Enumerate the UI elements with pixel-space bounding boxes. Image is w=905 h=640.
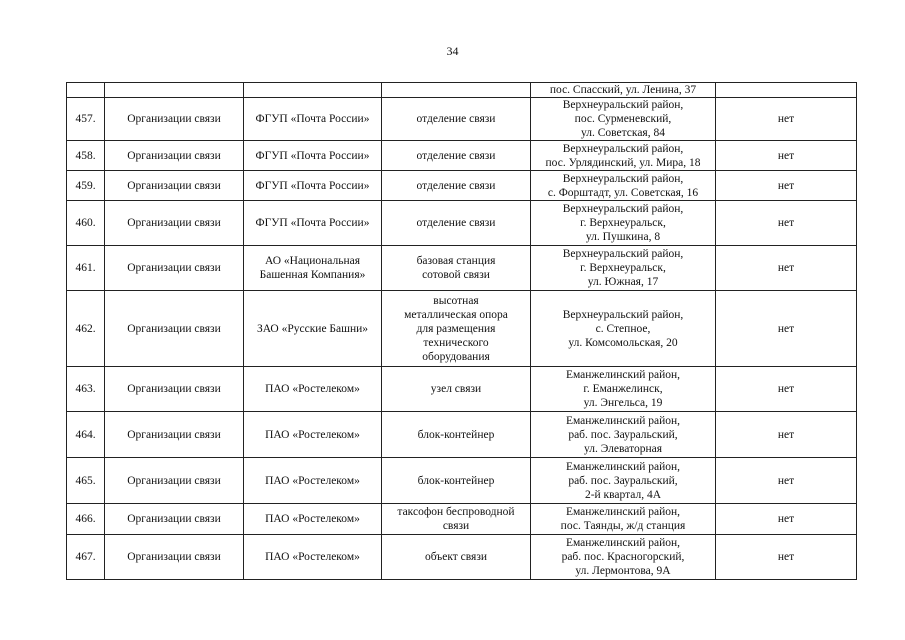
organization-cell: ФГУП «Почта России» bbox=[244, 171, 382, 201]
organization-cell: ФГУП «Почта России» bbox=[244, 201, 382, 246]
num-cell: 465. bbox=[67, 458, 105, 504]
address-cell: Верхнеуральский район, пос. Урлядинский, ул. Мира, 18 bbox=[531, 141, 716, 171]
table-row bbox=[67, 535, 857, 580]
organization-cell: ПАО «Ростелеком» bbox=[244, 458, 382, 504]
category-cell bbox=[105, 83, 244, 98]
address-cell: пос. Спасский, ул. Ленина, 37 bbox=[531, 83, 716, 98]
num-cell: 464. bbox=[67, 412, 105, 458]
page-number: 34 bbox=[446, 44, 459, 58]
address-cell: Верхнеуральский район, с. Степное, ул. Комсомольская, 20 bbox=[531, 291, 716, 367]
table-row bbox=[67, 201, 857, 246]
flag-cell: нет bbox=[716, 535, 857, 580]
flag-cell bbox=[716, 83, 857, 98]
organization-cell: АО «Национальная Башенная Компания» bbox=[244, 246, 382, 291]
num-cell: 461. bbox=[67, 246, 105, 291]
num-cell: 466. bbox=[67, 504, 105, 535]
organization-cell: ФГУП «Почта России» bbox=[244, 98, 382, 141]
registry-table bbox=[66, 82, 857, 580]
flag-cell: нет bbox=[716, 458, 857, 504]
num-cell: 460. bbox=[67, 201, 105, 246]
organization-cell: ПАО «Ростелеком» bbox=[244, 412, 382, 458]
category-cell: Организации связи bbox=[105, 458, 244, 504]
object-cell bbox=[382, 83, 531, 98]
table-row bbox=[67, 504, 857, 535]
address-cell: Еманжелинский район, г. Еманжелинск, ул. Энгельса, 19 bbox=[531, 367, 716, 412]
address-cell: Еманжелинский район, раб. пос. Зауральский, 2-й квартал, 4А bbox=[531, 458, 716, 504]
flag-cell: нет bbox=[716, 412, 857, 458]
table-row bbox=[67, 458, 857, 504]
object-cell: блок-контейнер bbox=[382, 458, 531, 504]
category-cell: Организации связи bbox=[105, 367, 244, 412]
object-cell: узел связи bbox=[382, 367, 531, 412]
address-cell: Верхнеуральский район, г. Верхнеуральск, ул. Южная, 17 bbox=[531, 246, 716, 291]
address-cell: Верхнеуральский район, с. Форштадт, ул. Советская, 16 bbox=[531, 171, 716, 201]
object-cell: отделение связи bbox=[382, 201, 531, 246]
object-cell: отделение связи bbox=[382, 171, 531, 201]
table-row bbox=[67, 141, 857, 171]
num-cell: 463. bbox=[67, 367, 105, 412]
category-cell: Организации связи bbox=[105, 201, 244, 246]
organization-cell: ПАО «Ростелеком» bbox=[244, 504, 382, 535]
num-cell bbox=[67, 83, 105, 98]
object-cell: отделение связи bbox=[382, 98, 531, 141]
flag-cell: нет bbox=[716, 141, 857, 171]
flag-cell: нет bbox=[716, 171, 857, 201]
num-cell: 467. bbox=[67, 535, 105, 580]
num-cell: 459. bbox=[67, 171, 105, 201]
table-row bbox=[67, 367, 857, 412]
object-cell: высотная металлическая опора для размещения технического оборудования bbox=[382, 291, 531, 367]
category-cell: Организации связи bbox=[105, 504, 244, 535]
category-cell: Организации связи bbox=[105, 535, 244, 580]
num-cell: 458. bbox=[67, 141, 105, 171]
table-row bbox=[67, 291, 857, 367]
address-cell: Верхнеуральский район, пос. Сурменевский, ул. Советская, 84 bbox=[531, 98, 716, 141]
flag-cell: нет bbox=[716, 201, 857, 246]
object-cell: таксофон беспроводной связи bbox=[382, 504, 531, 535]
organization-cell: ЗАО «Русские Башни» bbox=[244, 291, 382, 367]
table-row bbox=[67, 98, 857, 141]
flag-cell: нет bbox=[716, 291, 857, 367]
num-cell: 457. bbox=[67, 98, 105, 141]
address-cell: Еманжелинский район, раб. пос. Зауральский, ул. Элеваторная bbox=[531, 412, 716, 458]
table-row bbox=[67, 246, 857, 291]
category-cell: Организации связи bbox=[105, 246, 244, 291]
category-cell: Организации связи bbox=[105, 291, 244, 367]
address-cell: Еманжелинский район, пос. Таянды, ж/д станция bbox=[531, 504, 716, 535]
category-cell: Организации связи bbox=[105, 171, 244, 201]
address-cell: Верхнеуральский район, г. Верхнеуральск, ул. Пушкина, 8 bbox=[531, 201, 716, 246]
object-cell: базовая станция сотовой связи bbox=[382, 246, 531, 291]
table-row-continuation bbox=[67, 83, 857, 98]
flag-cell: нет bbox=[716, 504, 857, 535]
object-cell: отделение связи bbox=[382, 141, 531, 171]
table-row bbox=[67, 412, 857, 458]
category-cell: Организации связи bbox=[105, 141, 244, 171]
flag-cell: нет bbox=[716, 98, 857, 141]
organization-cell: ПАО «Ростелеком» bbox=[244, 367, 382, 412]
organization-cell: ФГУП «Почта России» bbox=[244, 141, 382, 171]
category-cell: Организации связи bbox=[105, 412, 244, 458]
num-cell: 462. bbox=[67, 291, 105, 367]
flag-cell: нет bbox=[716, 367, 857, 412]
organization-cell: ПАО «Ростелеком» bbox=[244, 535, 382, 580]
flag-cell: нет bbox=[716, 246, 857, 291]
table-row bbox=[67, 171, 857, 201]
object-cell: блок-контейнер bbox=[382, 412, 531, 458]
object-cell: объект связи bbox=[382, 535, 531, 580]
category-cell: Организации связи bbox=[105, 98, 244, 141]
address-cell: Еманжелинский район, раб. пос. Красногорский, ул. Лермонтова, 9А bbox=[531, 535, 716, 580]
organization-cell bbox=[244, 83, 382, 98]
